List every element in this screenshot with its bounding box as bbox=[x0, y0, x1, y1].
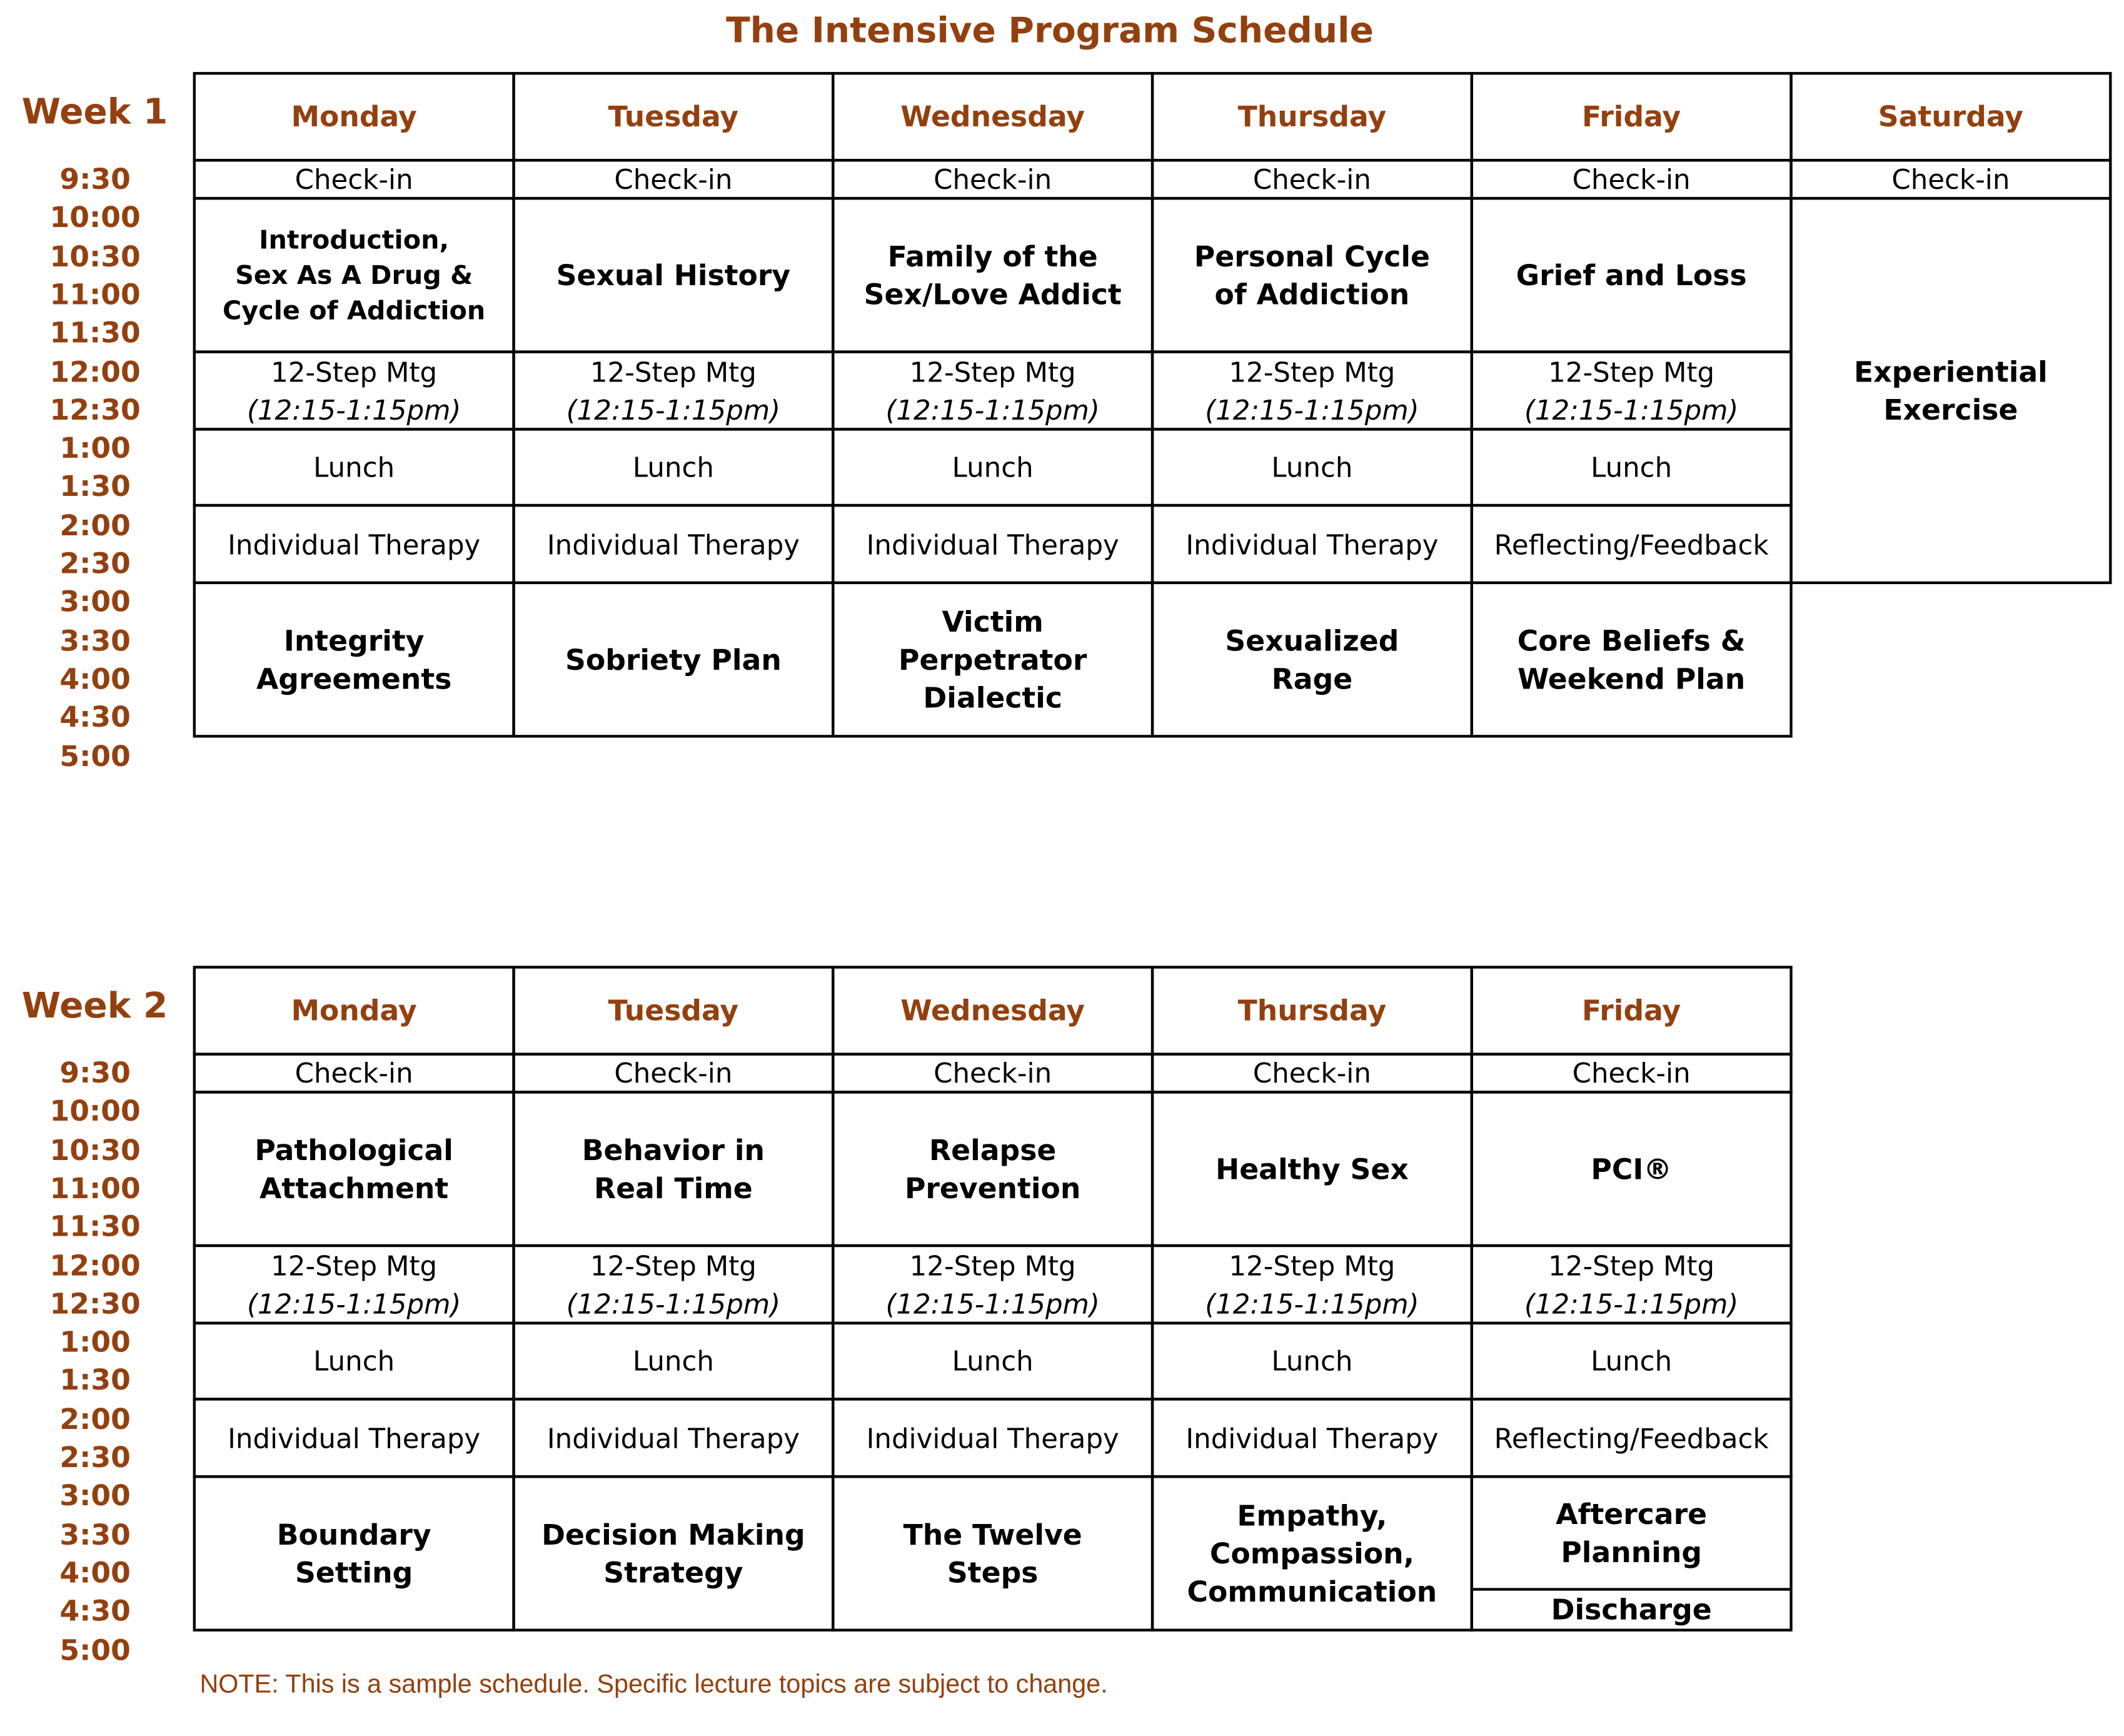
time-label: 9:30 bbox=[59, 1056, 131, 1090]
week1-checkin-friday: Check-in bbox=[1471, 159, 1793, 199]
week1-early-afternoon-tuesday: Individual Therapy bbox=[512, 504, 834, 584]
week1-lunch-thursday: Lunch bbox=[1151, 428, 1473, 507]
mtg-time: (12:15-1:15pm) bbox=[1205, 393, 1419, 426]
week1-afternoon-monday: Integrity Agreements bbox=[193, 582, 515, 738]
week1-header-monday: Monday bbox=[193, 72, 515, 161]
week1-morning-friday: Grief and Loss bbox=[1471, 197, 1793, 353]
week1-lunch-wednesday: Lunch bbox=[832, 428, 1154, 507]
week1-checkin-tuesday: Check-in bbox=[512, 159, 834, 199]
time-label: 9:30 bbox=[59, 163, 131, 196]
week2-early-afternoon-wednesday: Individual Therapy bbox=[832, 1398, 1154, 1478]
week2-lunch-friday: Lunch bbox=[1471, 1322, 1793, 1401]
time-label: 10:00 bbox=[49, 201, 141, 235]
week2-early-afternoon-tuesday: Individual Therapy bbox=[512, 1398, 834, 1478]
week1-mtg-thursday bbox=[1151, 350, 1473, 430]
time-label: 12:00 bbox=[49, 355, 141, 388]
mtg-time: (12:15-1:15pm) bbox=[885, 1287, 1100, 1320]
week2-checkin-tuesday: Check-in bbox=[512, 1052, 834, 1093]
mtg-label: 12-Step Mtg bbox=[271, 1249, 438, 1282]
week2-lunch-monday: Lunch bbox=[193, 1322, 515, 1401]
time-label: 2:00 bbox=[59, 508, 131, 542]
mtg-label: 12-Step Mtg bbox=[590, 1249, 757, 1282]
schedule-note: NOTE: This is a sample schedule. Specific lecture topics are subject to change. bbox=[199, 1670, 1108, 1700]
week2-morning-monday: Pathological Attachment bbox=[193, 1091, 515, 1247]
week2-afternoon-monday: Boundary Setting bbox=[193, 1475, 515, 1632]
time-label: 2:30 bbox=[59, 547, 131, 580]
week2-morning-friday: PCI® bbox=[1471, 1091, 1793, 1247]
mtg-time: (12:15-1:15pm) bbox=[246, 1287, 461, 1320]
time-label: 4:30 bbox=[59, 701, 131, 734]
week1-early-afternoon-wednesday: Individual Therapy bbox=[832, 504, 1154, 584]
time-label: 11:00 bbox=[49, 278, 141, 311]
mtg-label: 12-Step Mtg bbox=[909, 355, 1076, 388]
week1-mtg-friday bbox=[1471, 350, 1793, 430]
mtg-time: (12:15-1:15pm) bbox=[246, 393, 461, 426]
time-label: 5:00 bbox=[59, 1633, 131, 1667]
time-label: 3:30 bbox=[59, 1518, 131, 1551]
week1-afternoon-wednesday: Victim Perpetrator Dialectic bbox=[832, 582, 1154, 738]
mtg-label: 12-Step Mtg bbox=[271, 355, 438, 388]
week2-lunch-tuesday: Lunch bbox=[512, 1322, 834, 1401]
time-label: 1:00 bbox=[59, 1326, 131, 1359]
week1-header-wednesday: Wednesday bbox=[832, 72, 1154, 161]
mtg-time: (12:15-1:15pm) bbox=[566, 1287, 781, 1320]
week2-early-afternoon-thursday: Individual Therapy bbox=[1151, 1398, 1473, 1478]
mtg-label: 12-Step Mtg bbox=[590, 355, 757, 388]
aftercare-planning: Aftercare Planning bbox=[1473, 1478, 1789, 1590]
week2-afternoon-tuesday: Decision Making Strategy bbox=[512, 1475, 834, 1632]
time-label: 12:00 bbox=[49, 1249, 141, 1282]
time-label: 3:00 bbox=[59, 1480, 131, 1513]
week1-lunch-friday: Lunch bbox=[1471, 428, 1793, 507]
week1-afternoon-thursday: Sexualized Rage bbox=[1151, 582, 1473, 738]
time-label: 10:30 bbox=[49, 1133, 141, 1167]
week1-schedule-table bbox=[193, 72, 2109, 735]
week1-early-afternoon-monday: Individual Therapy bbox=[193, 504, 515, 584]
time-label: 11:00 bbox=[49, 1172, 141, 1205]
time-label: 12:30 bbox=[49, 1287, 141, 1320]
week1-header-thursday: Thursday bbox=[1151, 72, 1473, 161]
week2-morning-wednesday: Relapse Prevention bbox=[832, 1091, 1154, 1247]
time-label: 1:30 bbox=[59, 1364, 131, 1397]
week2-header-monday: Monday bbox=[193, 966, 515, 1055]
week2-header-thursday: Thursday bbox=[1151, 966, 1473, 1055]
mtg-label: 12-Step Mtg bbox=[1548, 355, 1715, 388]
time-label: 4:30 bbox=[59, 1595, 131, 1628]
week2-morning-thursday: Healthy Sex bbox=[1151, 1091, 1473, 1247]
week1-checkin-thursday: Check-in bbox=[1151, 159, 1473, 199]
week1-lunch-tuesday: Lunch bbox=[512, 428, 834, 507]
week2-mtg-tuesday bbox=[512, 1244, 834, 1325]
week1-morning-wednesday: Family of the Sex/Love Addict bbox=[832, 197, 1154, 353]
week1-morning-thursday: Personal Cycle of Addiction bbox=[1151, 197, 1473, 353]
week1-checkin-wednesday: Check-in bbox=[832, 159, 1154, 199]
week2-afternoon-friday bbox=[1471, 1475, 1793, 1632]
week2-header-friday: Friday bbox=[1471, 966, 1793, 1055]
week1-header-friday: Friday bbox=[1471, 72, 1793, 161]
time-label: 2:00 bbox=[59, 1403, 131, 1436]
time-label: 1:30 bbox=[59, 470, 131, 503]
week1-early-afternoon-thursday: Individual Therapy bbox=[1151, 504, 1473, 584]
week2-lunch-thursday: Lunch bbox=[1151, 1322, 1473, 1401]
week2-schedule-table bbox=[193, 966, 2109, 1628]
time-label: 11:30 bbox=[49, 316, 141, 350]
week2-morning-tuesday: Behavior in Real Time bbox=[512, 1091, 834, 1247]
week1-afternoon-tuesday: Sobriety Plan bbox=[512, 582, 834, 738]
week1-mtg-wednesday bbox=[832, 350, 1154, 430]
time-label: 1:00 bbox=[59, 431, 131, 465]
week2-label: Week 2 bbox=[21, 986, 168, 1027]
week1-saturday-experiential-exercise: Experiential Exercise bbox=[1789, 197, 2111, 584]
week2-mtg-wednesday bbox=[832, 1244, 1154, 1325]
week2-header-tuesday: Tuesday bbox=[512, 966, 834, 1055]
mtg-time: (12:15-1:15pm) bbox=[1205, 1287, 1419, 1320]
week2-mtg-monday bbox=[193, 1244, 515, 1325]
week1-header-saturday: Saturday bbox=[1789, 72, 2111, 161]
time-label: 10:00 bbox=[49, 1095, 141, 1128]
time-label: 3:00 bbox=[59, 585, 131, 618]
mtg-time: (12:15-1:15pm) bbox=[566, 393, 781, 426]
week2-header-wednesday: Wednesday bbox=[832, 966, 1154, 1055]
discharge: Discharge bbox=[1551, 1593, 1712, 1627]
page-title: The Intensive Program Schedule bbox=[726, 11, 1374, 52]
week1-mtg-tuesday bbox=[512, 350, 834, 430]
week2-early-afternoon-friday: Reflecting/Feedback bbox=[1471, 1398, 1793, 1478]
week1-header-tuesday: Tuesday bbox=[512, 72, 834, 161]
mtg-label: 12-Step Mtg bbox=[1548, 1249, 1715, 1282]
mtg-time: (12:15-1:15pm) bbox=[1524, 393, 1739, 426]
week2-checkin-monday: Check-in bbox=[193, 1052, 515, 1093]
week2-early-afternoon-monday: Individual Therapy bbox=[193, 1398, 515, 1478]
mtg-time: (12:15-1:15pm) bbox=[1524, 1287, 1739, 1320]
time-label: 12:30 bbox=[49, 393, 141, 426]
week1-morning-monday: Introduction, Sex As A Drug & Cycle of Addiction bbox=[193, 197, 515, 353]
mtg-time: (12:15-1:15pm) bbox=[885, 393, 1100, 426]
time-label: 5:00 bbox=[59, 739, 131, 772]
week1-label: Week 1 bbox=[21, 92, 168, 133]
mtg-label: 12-Step Mtg bbox=[1229, 355, 1396, 388]
mtg-label: 12-Step Mtg bbox=[909, 1249, 1076, 1282]
week2-checkin-thursday: Check-in bbox=[1151, 1052, 1473, 1093]
time-label: 4:00 bbox=[59, 662, 131, 695]
time-label: 4:00 bbox=[59, 1557, 131, 1590]
week1-mtg-monday bbox=[193, 350, 515, 430]
week2-mtg-friday bbox=[1471, 1244, 1793, 1325]
week2-afternoon-wednesday: The Twelve Steps bbox=[832, 1475, 1154, 1632]
week1-morning-tuesday: Sexual History bbox=[512, 197, 834, 353]
week2-checkin-wednesday: Check-in bbox=[832, 1052, 1154, 1093]
week1-afternoon-friday: Core Beliefs & Weekend Plan bbox=[1471, 582, 1793, 738]
week2-checkin-friday: Check-in bbox=[1471, 1052, 1793, 1093]
week2-mtg-thursday bbox=[1151, 1244, 1473, 1325]
time-label: 3:30 bbox=[59, 624, 131, 657]
time-label: 2:30 bbox=[59, 1441, 131, 1474]
week2-afternoon-thursday: Empathy, Compassion, Communication bbox=[1151, 1475, 1473, 1632]
mtg-label: 12-Step Mtg bbox=[1229, 1249, 1396, 1282]
week2-lunch-wednesday: Lunch bbox=[832, 1322, 1154, 1401]
week1-checkin-monday: Check-in bbox=[193, 159, 515, 199]
week1-lunch-monday: Lunch bbox=[193, 428, 515, 507]
week1-early-afternoon-friday: Reflecting/Feedback bbox=[1471, 504, 1793, 584]
week1-checkin-saturday: Check-in bbox=[1789, 159, 2111, 199]
time-label: 11:30 bbox=[49, 1210, 141, 1243]
time-label: 10:30 bbox=[49, 240, 141, 273]
